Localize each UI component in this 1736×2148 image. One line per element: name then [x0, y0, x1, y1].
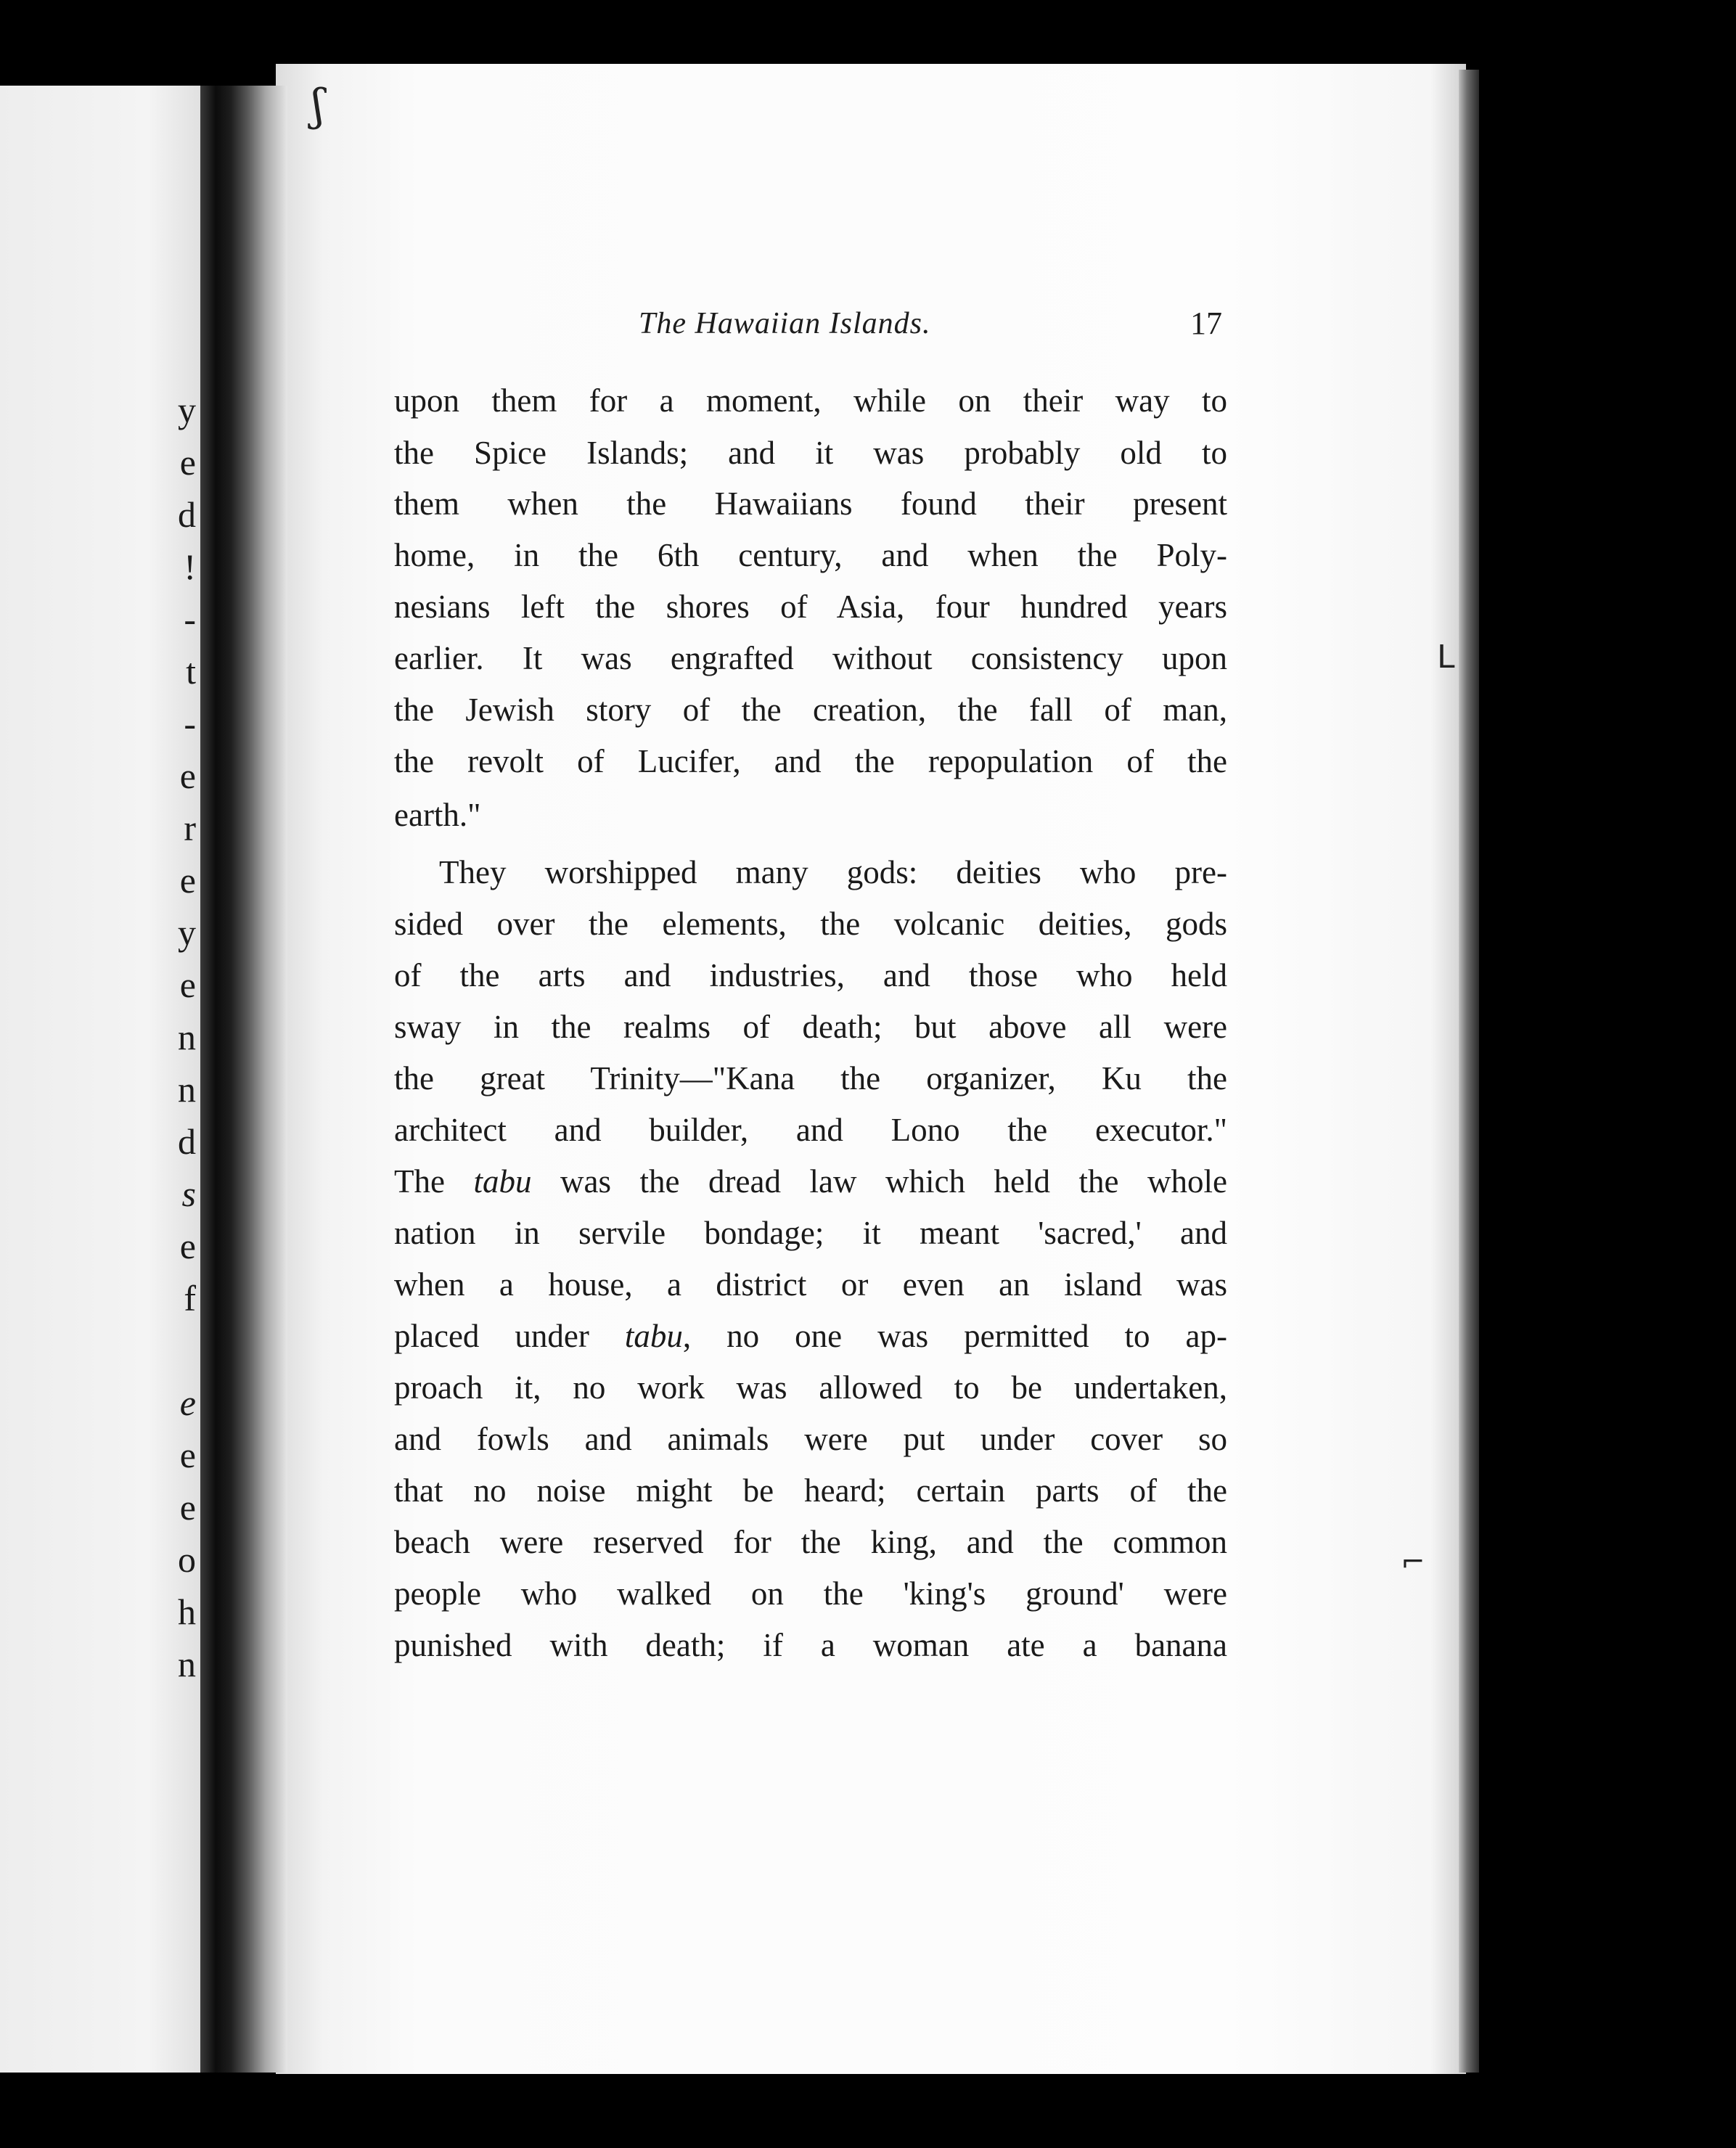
- text-line: earth.": [394, 797, 481, 833]
- edge-character: y: [178, 390, 196, 430]
- text-line: earlier. It was engrafted without consistency upon: [394, 640, 1227, 676]
- edge-character: e: [179, 1435, 196, 1475]
- text-line: punished with death; if a woman ate a banana: [394, 1627, 1227, 1663]
- text-run: placed under: [394, 1318, 625, 1354]
- edge-character: n: [178, 1644, 196, 1684]
- edge-character: e: [179, 964, 196, 1005]
- text-line: nation in servile bondage; it meant 'sacred,' and: [394, 1215, 1227, 1251]
- edge-character: n: [178, 1017, 196, 1057]
- edge-character: r: [184, 808, 196, 848]
- edge-character: h: [178, 1591, 196, 1632]
- edge-character: s: [181, 1173, 196, 1214]
- text-line: [394, 1320, 1227, 1353]
- text-run: , no one was permitted to ap-: [682, 1318, 1228, 1354]
- edge-character: o: [178, 1539, 196, 1580]
- edge-character: n: [178, 1069, 196, 1110]
- text-line: They worshipped many gods: deities who pre-: [439, 854, 1227, 890]
- edge-character: d: [178, 1121, 196, 1162]
- edge-character: -: [184, 599, 196, 639]
- scan-speck: ʃ: [312, 80, 324, 131]
- text-line: sided over the elements, the volcanic deities, gods: [394, 906, 1227, 942]
- text-line: when a house, a district or even an island was: [394, 1266, 1227, 1303]
- text-run: was the dread law which held the whole: [531, 1163, 1227, 1200]
- text-line: the Spice Islands; and it was probably old to: [394, 435, 1227, 471]
- text-line: architect and builder, and Lono the executor.": [394, 1112, 1227, 1148]
- text-line: [394, 1165, 1227, 1198]
- text-line: the great Trinity—"Kana the organizer, Ku the: [394, 1060, 1227, 1096]
- text-line: of the arts and industries, and those who held: [394, 957, 1227, 993]
- edge-character: d: [178, 494, 196, 535]
- text-line: beach were reserved for the king, and the common: [394, 1524, 1227, 1560]
- text-line: them when the Hawaiians found their present: [394, 485, 1227, 522]
- running-head-title: The Hawaiian Islands.: [639, 307, 931, 340]
- scan-speck: ⌐: [1401, 1546, 1425, 1579]
- previous-page-fragment: [0, 86, 212, 2073]
- edge-character: e: [179, 755, 196, 796]
- text-line: nesians left the shores of Asia, four hundred years: [394, 589, 1227, 625]
- edge-character: y: [178, 912, 196, 953]
- italic-term: tabu: [624, 1318, 683, 1354]
- text-line: that no noise might be heard; certain parts of the: [394, 1472, 1227, 1509]
- text-run: The: [394, 1163, 474, 1200]
- edge-character: e: [179, 860, 196, 901]
- text-line: proach it, no work was allowed to be undertaken,: [394, 1369, 1227, 1406]
- book-gutter: [200, 86, 287, 2073]
- edge-character: e: [179, 1382, 196, 1423]
- text-line: people who walked on the 'king's ground' were: [394, 1575, 1227, 1612]
- edge-character: -: [184, 703, 196, 744]
- edge-character: e: [179, 442, 196, 483]
- text-line: upon them for a moment, while on their way to: [394, 382, 1227, 419]
- text-line: the revolt of Lucifer, and the repopulation of the: [394, 743, 1227, 779]
- text-line: the Jewish story of the creation, the fall of man,: [394, 692, 1227, 728]
- edge-character: e: [179, 1226, 196, 1266]
- edge-character: !: [184, 546, 196, 587]
- text-line: sway in the realms of death; but above all were: [394, 1009, 1227, 1045]
- page-number: 17: [1190, 306, 1222, 341]
- scan-speck: ᒪ: [1437, 639, 1455, 676]
- page-edge-shadow: [1459, 70, 1479, 2073]
- edge-character: e: [179, 1487, 196, 1528]
- text-line: and fowls and animals were put under cover so: [394, 1421, 1227, 1457]
- italic-term: tabu: [473, 1163, 532, 1200]
- text-line: home, in the 6th century, and when the Poly-: [394, 537, 1227, 573]
- edge-character: f: [184, 1278, 196, 1319]
- edge-character: t: [186, 651, 196, 692]
